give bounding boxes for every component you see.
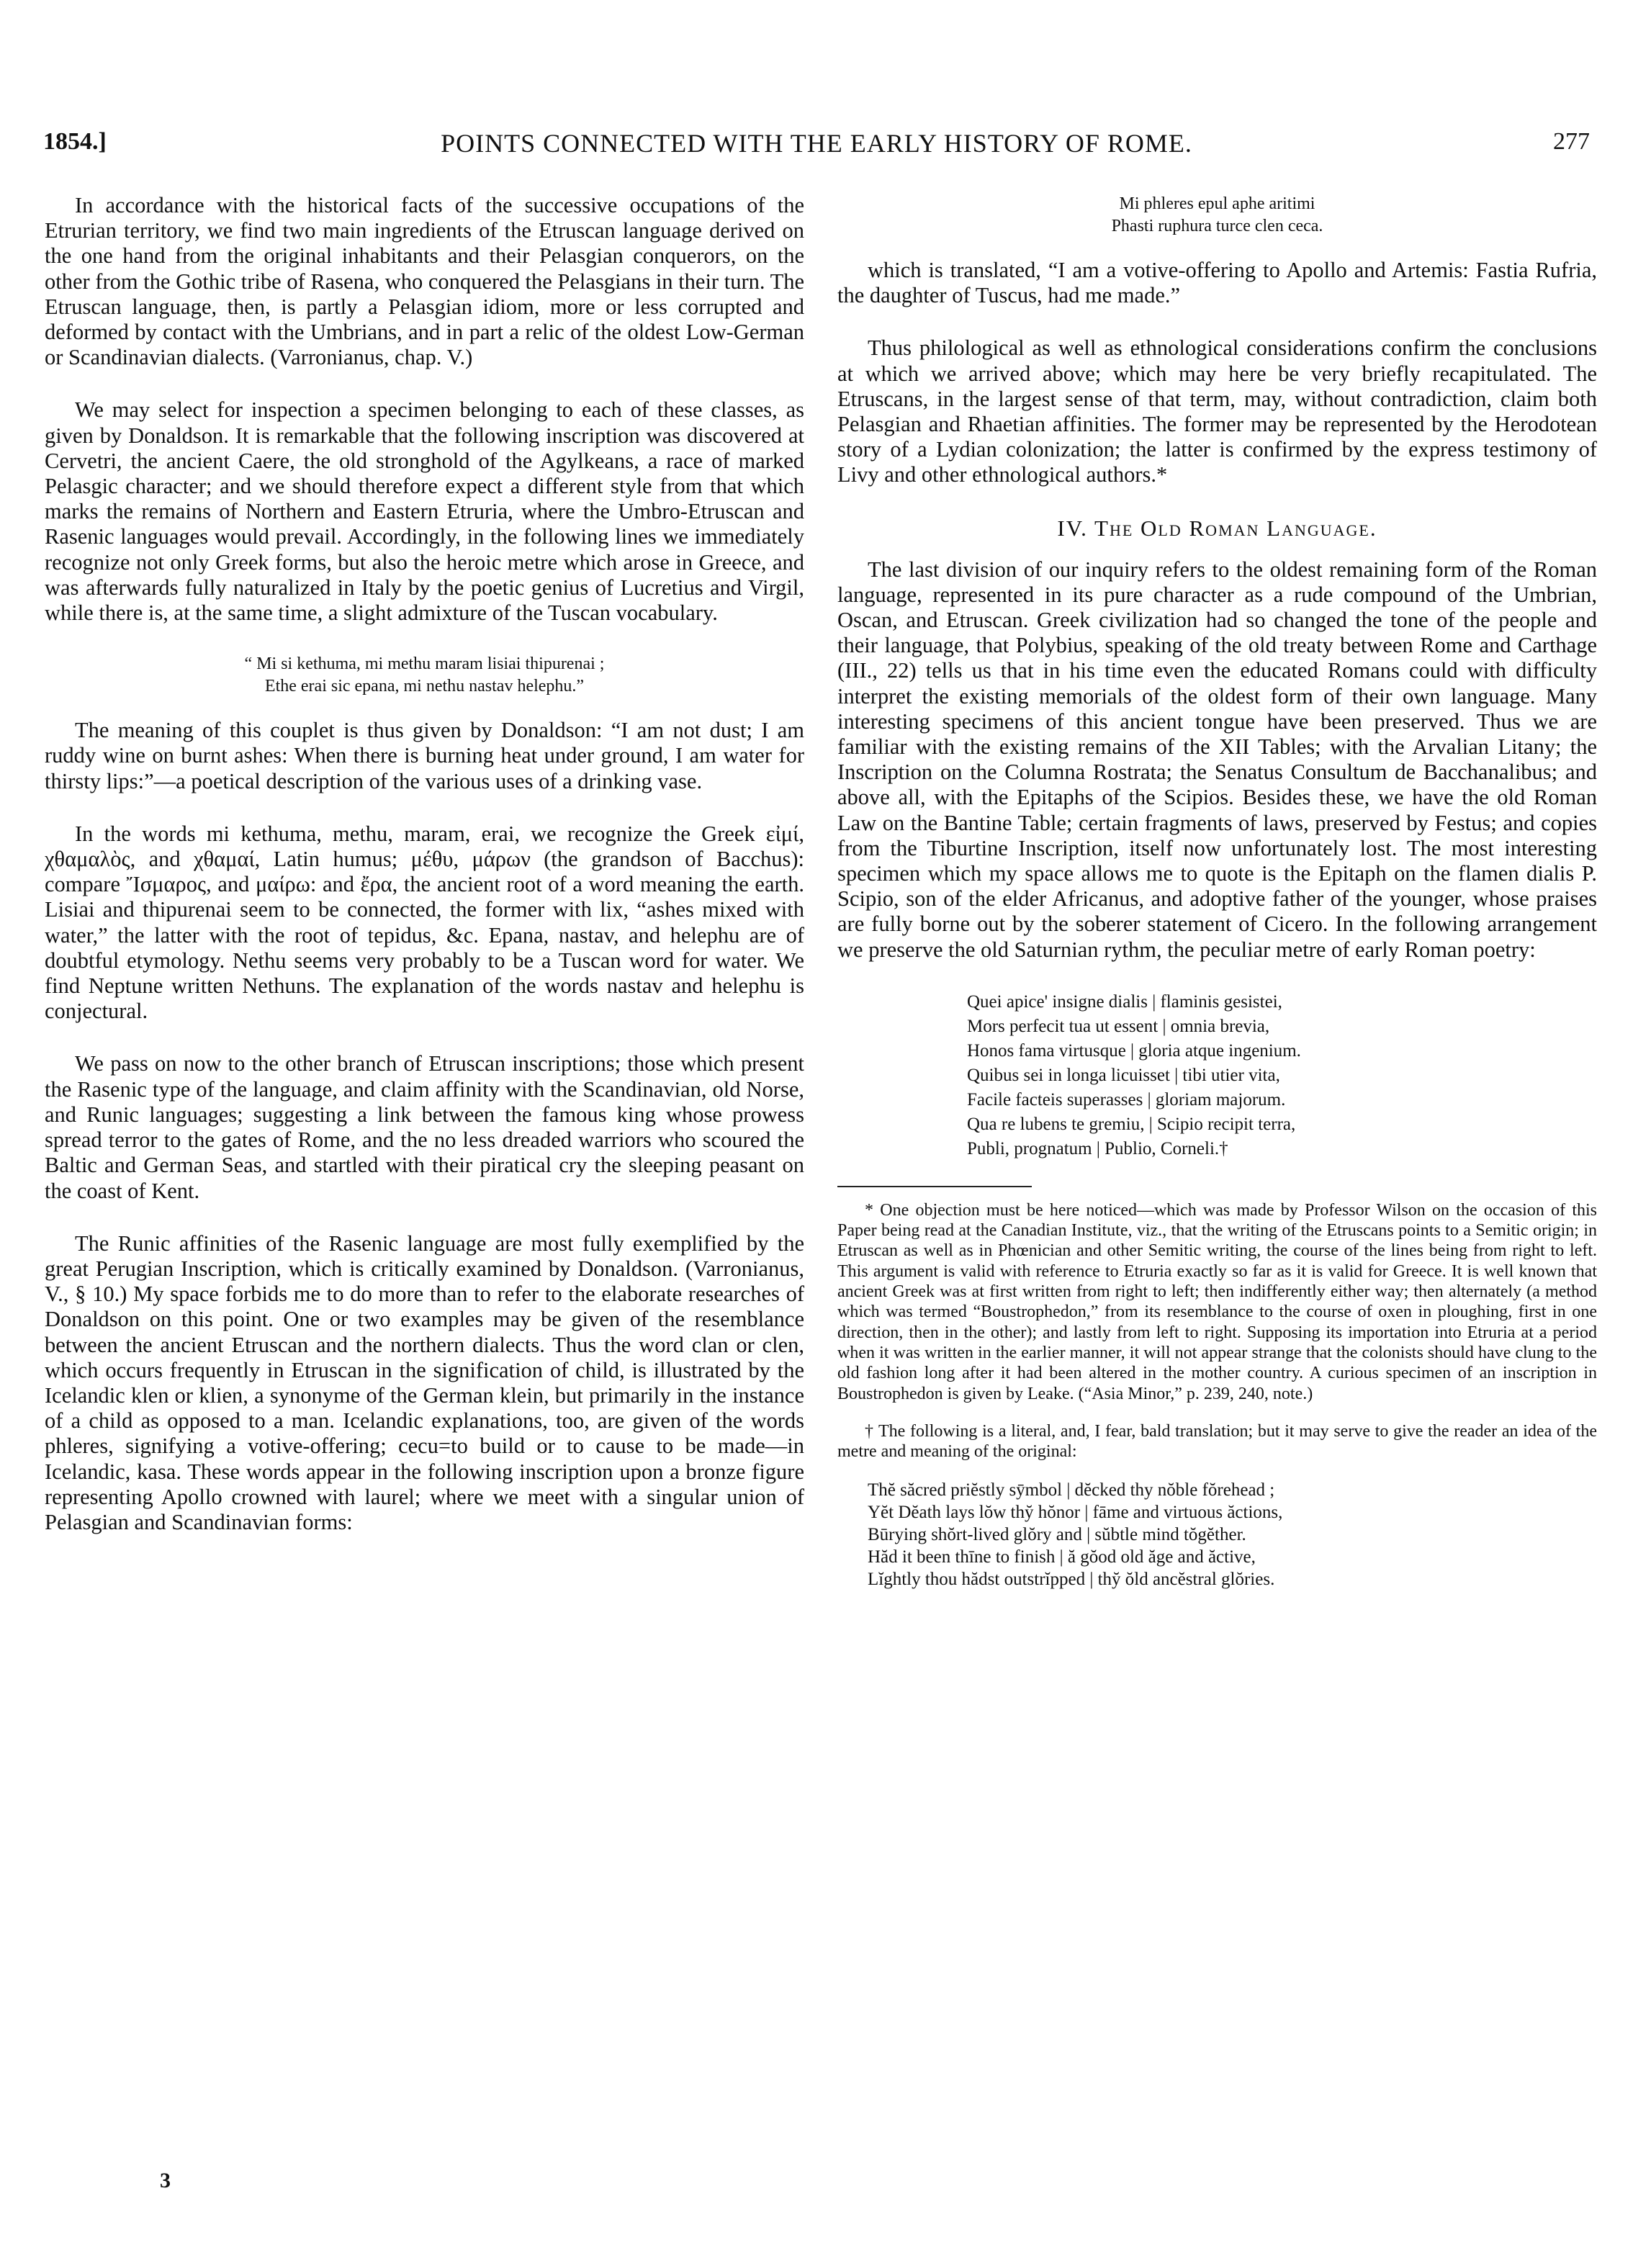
scipio-epitaph (837, 990, 1597, 1161)
verse-line: Mors perfecit tua ut essent | omnia brevia, (967, 1016, 1270, 1036)
paragraph: We may select for inspection a specimen belonging to each of these classes, as given by Donaldson. It is remarkable that the following inscription was discovered at Cervetri, the ancient Caere, the old stronghold of the Agylkeans, a race of marked Pelasgic character; and we should therefore expect a different style from that which marks the remains of Northern and Eastern Etruria, where the Umbro-Etruscan and Rasenic languages would prevail. Accordingly, in the following lines we immediately recognize not only Greek forms, but also the heroic metre which arose in Greece, and was afterwards fully naturalized in Italy by the poetic genius of Lucretius and Virgil, while there is, at the same time, a slight admixture of the Tuscan vocabulary. (45, 397, 804, 626)
right-column (837, 193, 1597, 1590)
verse-line: Ethe erai sic epana, mi nethu nastav helephu.” (264, 677, 585, 696)
paragraph: The meaning of this couplet is thus given by Donaldson: “I am not dust; I am ruddy wine on burnt ashes: When there is burning heat under ground, I am water for thirsty lips:”—a poetical description of the various uses of a drinking vase. (45, 718, 804, 793)
verse-line: Hăd it been thīne to finish | ă gŏod old ăge and ăctive, (868, 1547, 1256, 1567)
paragraph: which is translated, “I am a votive-offering to Apollo and Artemis: Fastia Rufria, the daughter of Tuscus, had me made.” (837, 258, 1597, 308)
footnote: * One objection must be here noticed—which was made by Professor Wilson on the occasion of this Paper being read at the Canadian Institute, viz., that the writing of the Etruscans points to a Semitic origin; in Etruscan as well as in Phœnician and other Semitic writing, the course of the lines being from right to left. This argument is valid with reference to Etruria exactly so far as it is valid for Greece. It is well known that ancient Greek was at first written from right to left; then indifferently either way; then alternately (a method which was termed “Boustrophedon,” from its resemblance to the course of oxen in ploughing, first in one direction, then in the other); and lastly from left to right. Supposing its importation into Etruria at a period when it was written in the earlier manner, it will not appear strange that the colonists should have clung to the old fashion long after it had been altered in the mother country. A curious specimen of an inscription in Boustrophedon is given by Leake. (“Asia Minor,” p. 239, 240, note.) (837, 1200, 1597, 1403)
verse-line: Qua re lubens te gremiu, | Scipio recipit terra, (967, 1114, 1296, 1134)
apollo-inscription (837, 193, 1597, 238)
verse-line: Lĭghtly thou hădst outstrĭpped | thy̆ ŏld ancĕstral glŏries. (868, 1570, 1275, 1590)
running-header (43, 128, 1590, 171)
verse-line: Mi phleres epul aphe aritimi (1119, 194, 1315, 213)
paragraph: The last division of our inquiry refers to the oldest remaining form of the Roman language, represented in its pure character as a rude compound of the Umbrian, Oscan, and Etruscan. Greek civilization had so changed the tone of the people and their language, that Polybius, speaking of the old treaty between Rome and Carthage (III., 22) tells us that in his time even the educated Romans could with difficulty interpret the existing memorials of the oldest form of their own language. Many interesting specimens of this ancient tongue have been preserved. Thus we are familiar with the existing remains of the XII Tables; with the Arvalian Litany; the Inscription on the Columna Rostrata; the Senatus Consultum de Bacchanalibus; and above all, with the Epitaphs of the Scipios. Besides these, we have the old Roman Law on the Bantine Table; certain fragments of laws, preserved by Festus; and copies from the Tiburtine Inscription, itself now unfortunately lost. The most interesting specimen which my space allows me to quote is the Epitaph on the flamen dialis P. Scipio, son of the elder Africanus, and adoptive father of the younger, whose praises are fully borne out by the soberer statement of Cicero. In the following arrangement we preserve the old Saturnian rythm, the peculiar metre of early Roman poetry: (837, 557, 1597, 962)
verse-line: Yĕt Dĕath lays lŏw thy̆ hŏnor | fāme and virtuous ăctions, (868, 1503, 1283, 1523)
footnote-divider (837, 1186, 1032, 1187)
paragraph: In the words mi kethuma, methu, maram, erai, we recognize the Greek εἰμί, χθαμαλὸς, and χθαμαί, Latin humus; μέθυ, μάρων (the grandson of Bacchus): compare Ἴσμαρος, and μαίρω: and ἔρα, the ancient root of a word meaning the earth. Lisiai and thipurenai seem to be connected, the former with lix, “ashes mixed with water,” the latter with the root of tepidus, &c. Epana, nastav, and helephu are of doubtful etymology. Nethu seems very probably to be a Tuscan word for water. We find Neptune written Nethuns. The explanation of the words nastav and helephu is conjectural. (45, 821, 804, 1024)
footnote: † The following is a literal, and, I fear, bald translation; but it may serve to give the reader an idea of the metre and meaning of the original: (837, 1421, 1597, 1462)
page-number: 277 (1553, 128, 1590, 155)
verse-line: Honos fama virtusque | gloria atque ingenium. (967, 1040, 1301, 1061)
verse-line: “ Mi si kethuma, mi methu maram lisiai thipurenai ; (244, 654, 605, 674)
verse-line: Thĕ săcred priĕstly sȳmbol | dĕcked thy nŏble fŏrehead ; (868, 1480, 1275, 1500)
verse-line: Publi, prognatum | Publio, Corneli.† (967, 1138, 1228, 1158)
header-year: 1854.] (43, 128, 107, 155)
paragraph: We pass on now to the other branch of Etruscan inscriptions; those which present the Rasenic type of the language, and claim affinity with the Scandinavian, old Norse, and Runic languages; suggesting a link between the famous king whose prowess spread terror to the gates of Rome, and the no less dreaded warriors who scoured the Baltic and German Seas, and startled with their piratical cry the sleeping peasant on the coast of Kent. (45, 1051, 804, 1203)
verse-line: Quibus sei in longa licuisset | tibi utier vita, (967, 1065, 1280, 1085)
verse-line: Būrying shŏrt-lived glŏry and | sŭbtle mind tŏgĕther. (868, 1525, 1246, 1545)
verse-line: Phasti ruphura turce clen ceca. (1111, 217, 1323, 235)
etruscan-couplet (45, 653, 804, 698)
left-column (45, 193, 804, 1562)
signature-mark: 3 (160, 2169, 171, 2192)
paragraph: In accordance with the historical facts of the successive occupations of the Etrurian territory, we find two main ingredients of the Etruscan language derived on the one hand from the original inhabitants and their Pelasgian conquerors, on the other from the Gothic tribe of Rasena, who conquered the Pelasgians in their turn. The Etruscan language, then, is partly a Pelasgian idiom, more or less corrupted and deformed by contact with the Umbrians, and in part a relic of the oldest Low-German or Scandinavian dialects. (Varronianus, chap. V.) (45, 193, 804, 370)
section-heading: IV. The Old Roman Language. (1057, 515, 1377, 541)
verse-line: Facile facteis superasses | gloriam majorum. (967, 1089, 1286, 1110)
paragraph: The Runic affinities of the Rasenic language are most fully exemplified by the great Perugian Inscription, which is critically examined by Donaldson. (Varronianus, V., § 10.) My space forbids me to do more than to refer to the elaborate researches of Donaldson on this point. One or two examples may be given of the resemblance between the ancient Etruscan and the northern dialects. Thus the word clan or clen, which occurs frequently in Etruscan in the signification of child, is illustrated by the Icelandic klen or klien, a synonyme of the German klein, but primarily in the instance of a child as opposed to a man. Icelandic explanations, too, are given of the words phleres, signifying a votive-offering; cecu=to build or to cause to be made—in Icelandic, kasa. These words appear in the following inscription upon a bronze figure representing Apollo crowned with laurel; where we meet with a singular union of Pelasgian and Scandinavian forms: (45, 1230, 804, 1534)
header-title: POINTS CONNECTED WITH THE EARLY HISTORY OF ROME. (441, 129, 1192, 158)
verse-line: Quei apice' insigne dialis | flaminis gesistei, (967, 991, 1282, 1012)
paragraph: Thus philological as well as ethnological considerations confirm the conclusions at which we arrived above; which may here be very briefly recapitulated. The Etruscans, in the largest sense of that term, may, without contradiction, claim both Pelasgian and Rhaetian affinities. The former may be represented by the Herodotean story of a Lydian colonization; the latter is confirmed by the express testimony of Livy and other ethnological authors.* (837, 336, 1597, 487)
epitaph-translation (837, 1479, 1597, 1590)
